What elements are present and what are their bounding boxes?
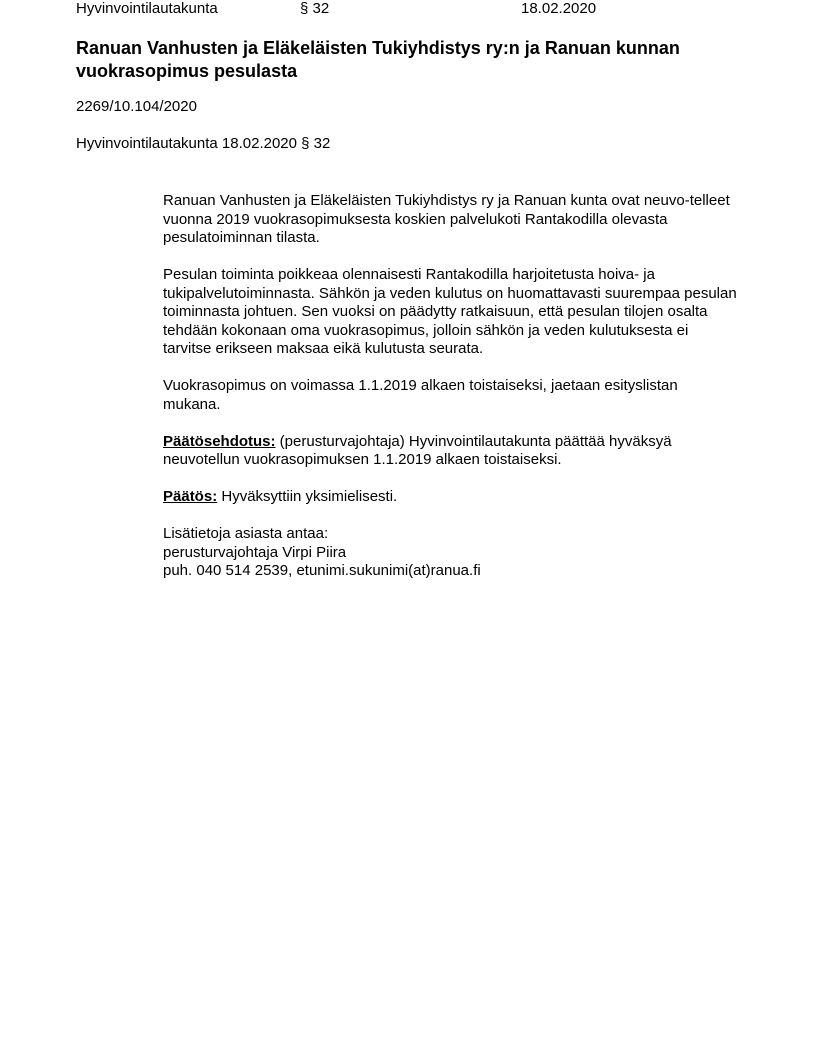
body-paragraph-rationale: Pesulan toiminta poikkeaa olennaisesti Rantakodilla harjoitetusta hoiva- ja tukipalvelutoiminnasta. Sähkön ja veden kulutus on huomattavasti suurempaa pesulan toiminnasta johtuen. Sen vuoksi on päädytty ratkaisuun, että pesulan tilojen osalta tehdään kokonaan oma vuokrasopimus, jolloin sähkön ja veden kulutuksesta ei tarvitse erikseen maksaa eikä kulutusta seurata. <box>163 266 737 357</box>
proposal-paragraph <box>163 433 739 470</box>
page-header <box>76 0 776 18</box>
header-board-name: Hyvinvointilautakunta <box>76 0 218 17</box>
header-date: 18.02.2020 <box>521 0 597 17</box>
body-paragraph-validity: Vuokrasopimus on voimassa 1.1.2019 alkaen toistaiseksi, jaetaan esityslistan mukana. <box>163 377 678 413</box>
document-body <box>163 192 739 599</box>
proposal-text: (perusturvajohtaja) Hyvinvointilautakunta päättää hyväksyä neuvotellun vuokrasopimuksen 1.1.2019 alkaen toistaiseksi. <box>163 432 672 468</box>
diary-number: 2269/10.104/2020 <box>76 98 197 115</box>
decision-paragraph <box>163 488 739 507</box>
decision-label: Päätös: <box>163 488 218 505</box>
meeting-reference: Hyvinvointilautakunta 18.02.2020 § 32 <box>76 135 331 152</box>
document-title: Ranuan Vanhusten ja Eläkeläisten Tukiyhdistys ry:n ja Ranuan kunnan vuokrasopimus pesulasta <box>76 38 680 81</box>
contact-person: perusturvajohtaja Virpi Piira <box>163 543 347 561</box>
contact-block <box>163 525 739 581</box>
proposal-label: Päätösehdotus: <box>163 432 276 450</box>
decision-text: Hyväksyttiin yksimielisesti. <box>217 488 398 505</box>
contact-phone-email: puh. 040 514 2539, etunimi.sukunimi(at)ranua.fi <box>163 562 481 579</box>
contact-intro: Lisätietoja asiasta antaa: <box>163 525 329 542</box>
body-paragraph-background: Ranuan Vanhusten ja Eläkeläisten Tukiyhdistys ry ja Ranuan kunta ovat neuvo-telleet vuonna 2019 vuokrasopimuksesta koskien palvelukoti Rantakodilla olevasta pesulatoiminnan tilasta. <box>163 192 730 246</box>
header-section-number: § 32 <box>300 0 330 17</box>
